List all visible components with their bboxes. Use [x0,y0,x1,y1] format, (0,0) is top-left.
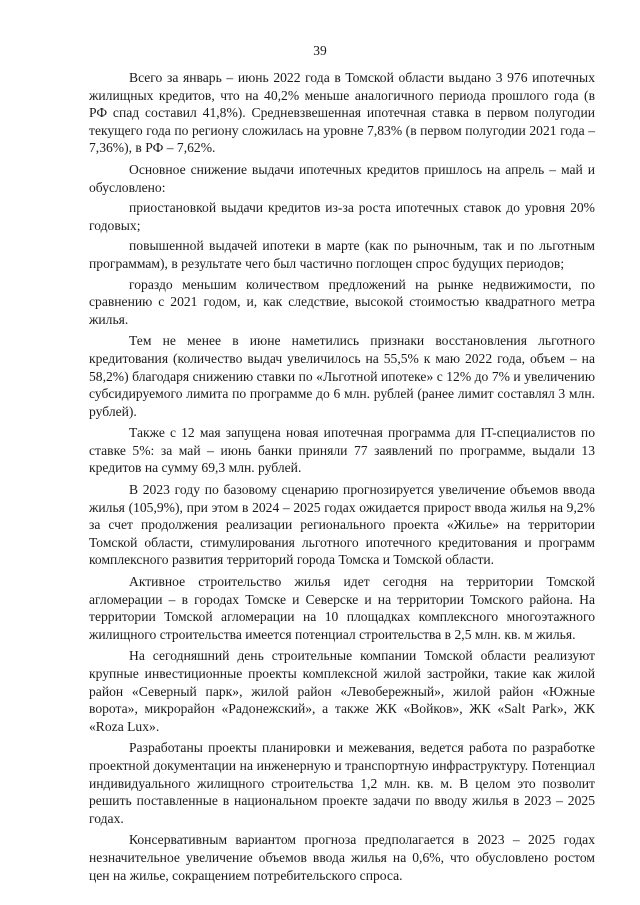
paragraph-agglomeration: Активное строительство жилья идет сегодня на территории Томской агломерации – в городах Томске и Северске и на территории Томского района. На территории Томской агломерации на 10 площадках комплексного многоэтажного жилищного строительства имеется потенциал строительства в 2,5 млн. кв. м жилья. [89,574,595,642]
list-item-rate-suspension: приостановкой выдачи кредитов из-за роста ипотечных ставок до уровня 20% годовых; [89,200,595,233]
list-item-march-issuance: повышенной выдачей ипотеки в марте (как по рыночным, так и по льготным программам), в результате чего был частично поглощен спрос будущих периодов; [89,238,595,271]
paragraph-it-mortgage: Также с 12 мая запущена новая ипотечная программа для IT-специалистов по ставке 5%: за май – июнь банки приняли 77 заявлений по программе, выдали 13 кредитов на сумму 69,3 млн. рублей. [89,425,595,476]
list-item-supply-shortage: гораздо меньшим количеством предложений на рынке недвижимости, по сравнению с 2021 годом, и, как следствие, высокой стоимостью квадратного метра жилья. [89,276,595,327]
paragraph-planning: Разработаны проекты планировки и межевания, ведется работа по разработке проектной документации на инженерную и транспортную инфраструктуру. Потенциал индивидуального жилищного строительства 1,2 млн. кв. м. В целом это позволит решить поставленные в национальном проекте задачи по вводу жилья в 2023 – 2025 годах. [89,740,595,826]
page-number: 39 [313,43,327,58]
paragraph-conservative-forecast: Консервативным вариантом прогноза предполагается в 2023 – 2025 годах незначительное увеличение объемов ввода жилья на 0,6%, что обусловлено ростом цен на жилье, сокращением потребительского спроса. [89,832,595,883]
paragraph-june-recovery: Тем не менее в июне наметились признаки восстановления льготного кредитования (количество выдач увеличилось на 55,5% к маю 2022 года, объем – на 58,2%) благодаря снижению ставки по «Льготной ипотеке» с 12% до 7% и увеличению субсидируемого лимита по программе до 6 млн. рублей (ранее лимит составлял 3 млн. рублей). [89,333,595,419]
paragraph-decline-intro: Основное снижение выдачи ипотечных кредитов пришлось на апрель – май и обусловлено: [89,161,595,195]
paragraph-2023-forecast: В 2023 году по базовому сценарию прогнозируется увеличение объемов ввода жилья (105,9%), при этом в 2024 – 2025 годах ожидается прирост ввода жилья на 9,2% за счет продолжения реализации регионального проекта «Жилье» на территории Томской области, стимулирования льготного ипотечного кредитования и программ комплексного развития территорий города Томска и Томской области. [89,482,595,568]
document-body [89,69,595,888]
paragraph-mortgage-summary: Всего за январь – июнь 2022 года в Томской области выдано 3 976 ипотечных жилищных кредитов, что на 40,2% меньше аналогичного периода прошлого года (в РФ спад составил 41,8%). Средневзвешенная ипотечная ставка в первом полугодии текущего года по региону сложилась на уровне 7,83% (в первом полугодии 2021 года – 7,36%), в РФ – 7,62%. [89,70,595,156]
paragraph-investment-projects: На сегодняшний день строительные компании Томской области реализуют крупные инвестиционные проекты комплексной жилой застройки, такие как жилой район «Северный парк», жилой район «Левобережный», жилой район «Южные ворота», микрорайон «Радонежский», а также ЖК «Войков», ЖК «Salt Park», ЖК «Roza Lux». [89,648,595,734]
